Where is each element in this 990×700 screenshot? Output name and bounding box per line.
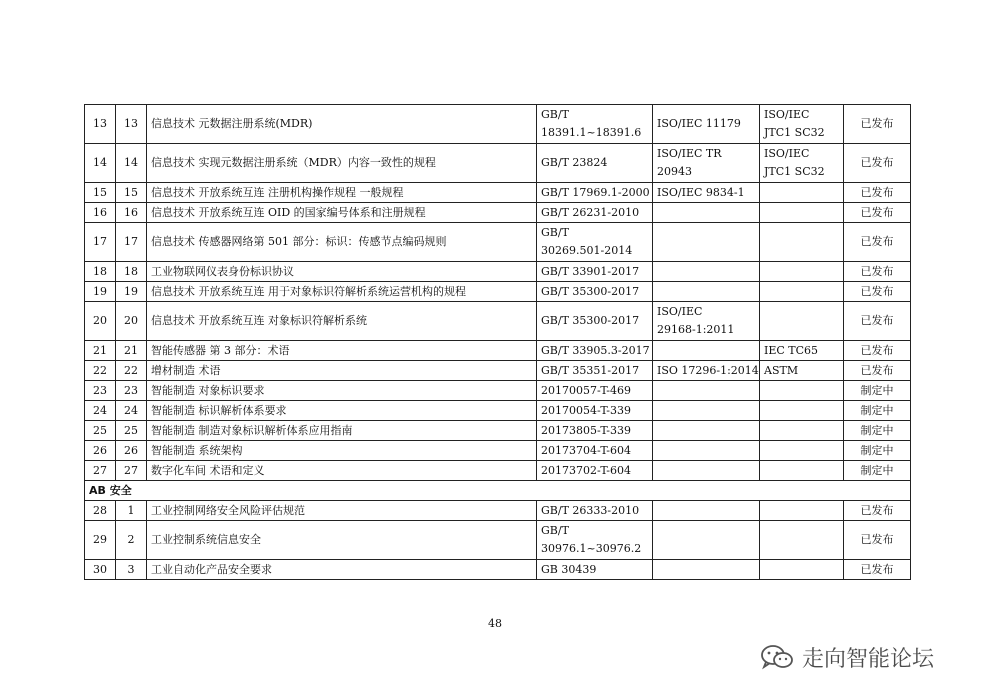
table-row <box>85 105 911 144</box>
standard-code <box>537 361 653 381</box>
table-row <box>85 461 911 481</box>
standard-code <box>537 521 653 560</box>
table-row <box>85 203 911 223</box>
organization <box>760 341 844 361</box>
status-cell: 已发布 <box>844 262 911 282</box>
row-number: 26 <box>85 441 116 461</box>
standard-code <box>537 341 653 361</box>
organization <box>760 461 844 481</box>
row-sub-number: 14 <box>116 144 147 183</box>
standard-code-line: GB/T 35351-2017 <box>541 363 640 377</box>
table-row <box>85 521 911 560</box>
organization <box>760 282 844 302</box>
organization <box>760 144 844 183</box>
standard-name: 增材制造 术语 <box>147 361 537 381</box>
organization <box>760 441 844 461</box>
row-number: 28 <box>85 501 116 521</box>
status-cell: 制定中 <box>844 381 911 401</box>
standard-name: 数字化车间 术语和定义 <box>147 461 537 481</box>
row-sub-number: 25 <box>116 421 147 441</box>
international-standard <box>653 461 760 481</box>
row-sub-number: 19 <box>116 282 147 302</box>
organization-line: JTC1 SC32 <box>764 165 825 178</box>
standard-code <box>537 560 653 580</box>
status-cell: 制定中 <box>844 421 911 441</box>
standard-code <box>537 105 653 144</box>
row-sub-number: 22 <box>116 361 147 381</box>
row-sub-number: 21 <box>116 341 147 361</box>
organization <box>760 361 844 381</box>
status-cell: 已发布 <box>844 282 911 302</box>
standard-code-line: GB 30439 <box>541 562 597 576</box>
standard-name: 信息技术 元数据注册系统(MDR) <box>147 105 537 144</box>
row-sub-number: 15 <box>116 183 147 203</box>
row-number: 17 <box>85 223 116 262</box>
standard-code <box>537 461 653 481</box>
status-cell: 已发布 <box>844 144 911 183</box>
table-row <box>85 341 911 361</box>
status-cell: 制定中 <box>844 461 911 481</box>
standard-code <box>537 302 653 341</box>
status-cell: 已发布 <box>844 560 911 580</box>
organization <box>760 501 844 521</box>
standard-code <box>537 262 653 282</box>
table-row <box>85 401 911 421</box>
standard-name: 信息技术 实现元数据注册系统（MDR）内容一致性的规程 <box>147 144 537 183</box>
organization-line: ASTM <box>764 363 799 377</box>
international-standard <box>653 501 760 521</box>
international-standard <box>653 441 760 461</box>
organization-line: ISO/IEC <box>764 108 810 121</box>
standard-code <box>537 144 653 183</box>
international-standard <box>653 144 760 183</box>
organization <box>760 105 844 144</box>
table-row <box>85 144 911 183</box>
international-standard <box>653 262 760 282</box>
standard-code-line: GB/T 17969.1-2000 <box>541 185 650 199</box>
organization <box>760 183 844 203</box>
organization <box>760 223 844 262</box>
status-cell: 已发布 <box>844 183 911 203</box>
standard-code-line: GB/T 35300-2017 <box>541 284 640 298</box>
organization <box>760 421 844 441</box>
row-sub-number: 26 <box>116 441 147 461</box>
international-standard <box>653 223 760 262</box>
international-standard <box>653 203 760 223</box>
international-standard <box>653 381 760 401</box>
organization <box>760 203 844 223</box>
standard-code-line: GB/T 33901-2017 <box>541 264 640 278</box>
table-row <box>85 421 911 441</box>
row-number: 27 <box>85 461 116 481</box>
standard-name: 信息技术 开放系统互连 注册机构操作规程 一般规程 <box>147 183 537 203</box>
row-sub-number: 23 <box>116 381 147 401</box>
standard-code-line: 18391.1~18391.6 <box>541 126 642 139</box>
standards-table <box>84 104 911 580</box>
standard-code-line: 20170054-T-339 <box>541 403 631 417</box>
international-standard <box>653 560 760 580</box>
table-row <box>85 183 911 203</box>
standard-code-line: GB/T <box>541 108 569 121</box>
standard-name: 智能制造 系统架构 <box>147 441 537 461</box>
table-row <box>85 223 911 262</box>
row-sub-number: 20 <box>116 302 147 341</box>
row-number: 21 <box>85 341 116 361</box>
standard-name: 工业控制网络安全风险评估规范 <box>147 501 537 521</box>
table-row <box>85 302 911 341</box>
standard-name: 智能传感器 第 3 部分：术语 <box>147 341 537 361</box>
standard-code <box>537 441 653 461</box>
row-number: 22 <box>85 361 116 381</box>
page-number: 48 <box>488 617 502 630</box>
international-standard-line: ISO/IEC 11179 <box>657 117 741 130</box>
standard-name: 信息技术 开放系统互连 对象标识符解析系统 <box>147 302 537 341</box>
row-sub-number: 17 <box>116 223 147 262</box>
row-number: 16 <box>85 203 116 223</box>
row-number: 13 <box>85 105 116 144</box>
organization <box>760 560 844 580</box>
row-number: 20 <box>85 302 116 341</box>
status-cell: 已发布 <box>844 361 911 381</box>
row-sub-number: 1 <box>116 501 147 521</box>
status-cell: 已发布 <box>844 501 911 521</box>
status-cell: 已发布 <box>844 521 911 560</box>
standard-name: 工业控制系统信息安全 <box>147 521 537 560</box>
international-standard <box>653 302 760 341</box>
row-sub-number: 16 <box>116 203 147 223</box>
standard-code <box>537 421 653 441</box>
standard-code-line: GB/T 26231-2010 <box>541 205 640 219</box>
standard-code <box>537 223 653 262</box>
table-row <box>85 361 911 381</box>
international-standard-line: ISO 17296-1:2014 <box>657 363 759 377</box>
standard-code <box>537 183 653 203</box>
international-standard <box>653 341 760 361</box>
row-sub-number: 13 <box>116 105 147 144</box>
row-number: 25 <box>85 421 116 441</box>
standard-code <box>537 401 653 421</box>
standard-code <box>537 501 653 521</box>
standard-code-line: GB/T <box>541 226 569 239</box>
status-cell: 制定中 <box>844 441 911 461</box>
standard-code-line: 20170057-T-469 <box>541 383 631 397</box>
international-standard <box>653 521 760 560</box>
international-standard-line: ISO/IEC TR <box>657 147 722 160</box>
standard-name: 智能制造 制造对象标识解析体系应用指南 <box>147 421 537 441</box>
watermark-text: 走向智能论坛 <box>802 646 935 672</box>
section-title: AB 安全 <box>85 481 911 501</box>
organization-line: IEC TC65 <box>764 343 819 357</box>
row-sub-number: 2 <box>116 521 147 560</box>
international-standard-line: 29168-1:2011 <box>657 323 735 336</box>
standard-code-line: GB/T 23824 <box>541 156 608 169</box>
row-sub-number: 18 <box>116 262 147 282</box>
row-number: 15 <box>85 183 116 203</box>
row-number: 24 <box>85 401 116 421</box>
organization <box>760 262 844 282</box>
international-standard <box>653 401 760 421</box>
status-cell: 已发布 <box>844 223 911 262</box>
international-standard <box>653 183 760 203</box>
status-cell: 已发布 <box>844 203 911 223</box>
standard-name: 信息技术 开放系统互连 OID 的国家编号体系和注册规程 <box>147 203 537 223</box>
international-standard-line: 20943 <box>657 165 692 178</box>
status-cell: 已发布 <box>844 105 911 144</box>
table-row <box>85 262 911 282</box>
table-row <box>85 441 911 461</box>
table-row <box>85 381 911 401</box>
row-number: 19 <box>85 282 116 302</box>
watermark <box>760 642 934 672</box>
organization <box>760 401 844 421</box>
standard-name: 工业物联网仪表身份标识协议 <box>147 262 537 282</box>
standard-name: 信息技术 传感器网络第 501 部分：标识：传感节点编码规则 <box>147 223 537 262</box>
organization <box>760 381 844 401</box>
standard-code <box>537 282 653 302</box>
row-number: 23 <box>85 381 116 401</box>
row-sub-number: 24 <box>116 401 147 421</box>
international-standard <box>653 282 760 302</box>
row-number: 30 <box>85 560 116 580</box>
standard-code-line: 30269.501-2014 <box>541 244 633 257</box>
organization <box>760 302 844 341</box>
organization-line: ISO/IEC <box>764 147 810 160</box>
standard-code-line: 20173704-T-604 <box>541 443 631 457</box>
row-sub-number: 27 <box>116 461 147 481</box>
standard-name: 信息技术 开放系统互连 用于对象标识符解析系统运营机构的规程 <box>147 282 537 302</box>
international-standard-line: ISO/IEC <box>657 305 703 318</box>
standard-name: 智能制造 标识解析体系要求 <box>147 401 537 421</box>
standard-name: 智能制造 对象标识要求 <box>147 381 537 401</box>
section-header-row <box>85 481 911 501</box>
international-standard <box>653 361 760 381</box>
standard-code-line: 20173805-T-339 <box>541 423 631 437</box>
standard-code <box>537 381 653 401</box>
status-cell: 已发布 <box>844 302 911 341</box>
table-row <box>85 560 911 580</box>
status-cell: 已发布 <box>844 341 911 361</box>
table-row <box>85 282 911 302</box>
standard-code-line: 30976.1~30976.2 <box>541 542 642 555</box>
international-standard-line: ISO/IEC 9834-1 <box>657 185 745 199</box>
organization-line: JTC1 SC32 <box>764 126 825 139</box>
row-number: 18 <box>85 262 116 282</box>
standard-name: 工业自动化产品安全要求 <box>147 560 537 580</box>
table-row <box>85 501 911 521</box>
row-number: 29 <box>85 521 116 560</box>
international-standard <box>653 105 760 144</box>
standard-code-line: GB/T <box>541 524 569 537</box>
standard-code-line: 20173702-T-604 <box>541 463 631 477</box>
standard-code-line: GB/T 35300-2017 <box>541 314 640 327</box>
standard-code <box>537 203 653 223</box>
row-number: 14 <box>85 144 116 183</box>
organization <box>760 521 844 560</box>
wechat-icon <box>760 644 794 670</box>
standard-code-line: GB/T 33905.3-2017 <box>541 343 650 357</box>
row-sub-number: 3 <box>116 560 147 580</box>
international-standard <box>653 421 760 441</box>
standard-code-line: GB/T 26333-2010 <box>541 503 640 517</box>
status-cell: 制定中 <box>844 401 911 421</box>
